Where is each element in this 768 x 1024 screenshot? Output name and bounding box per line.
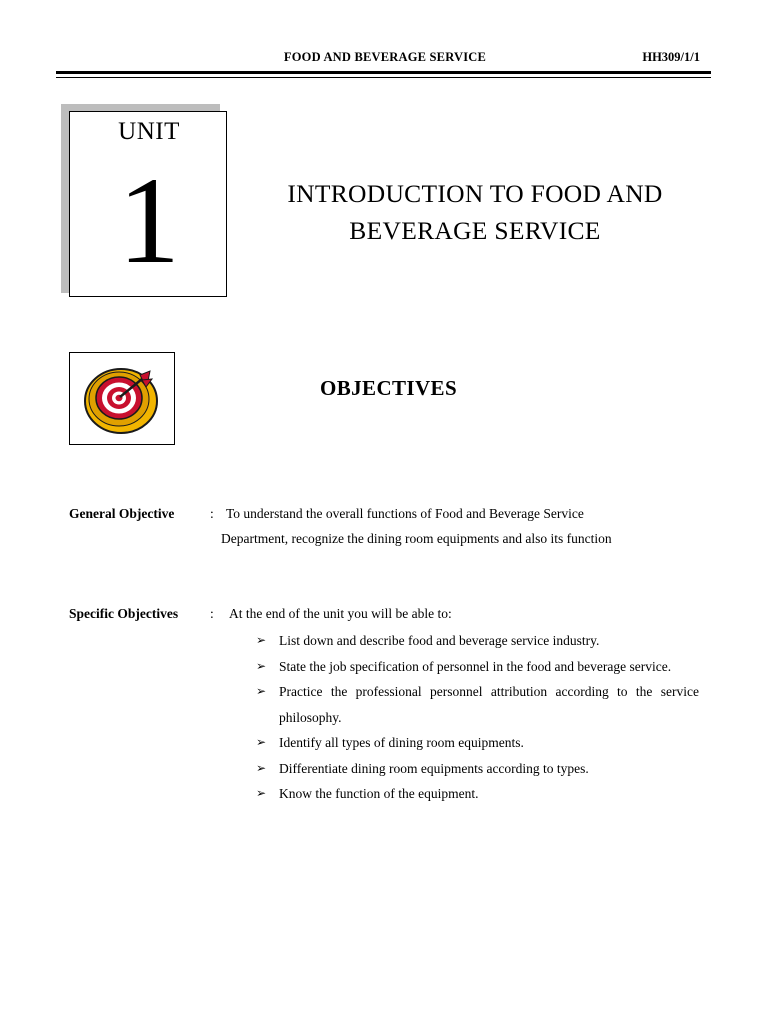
chapter-title-line1: INTRODUCTION TO FOOD AND xyxy=(287,179,663,208)
list-item-text: Identify all types of dining room equipments. xyxy=(279,735,524,750)
general-objective-line2: Department, recognize the dining room equipments and also its function xyxy=(221,531,612,546)
unit-number: 1 xyxy=(118,152,180,289)
arrow-bullet-icon: ➢ xyxy=(256,735,267,749)
list-item xyxy=(256,679,699,730)
list-item xyxy=(256,781,699,807)
objectives-heading: OBJECTIVES xyxy=(320,376,458,400)
header-rule-thick xyxy=(56,71,711,74)
target-dart-icon xyxy=(82,361,164,437)
document-code: HH309/1/1 xyxy=(642,50,700,64)
arrow-bullet-icon: ➢ xyxy=(256,684,267,698)
header-rule-thin xyxy=(56,77,711,78)
list-item xyxy=(256,756,699,782)
objectives-icon-box xyxy=(69,352,175,445)
list-item xyxy=(256,730,699,756)
general-objective-colon: : xyxy=(210,506,214,521)
unit-box xyxy=(69,111,227,297)
general-objective-line1: To understand the overall functions of Food and Beverage Service xyxy=(226,506,584,521)
list-item-text: Know the function of the equipment. xyxy=(279,786,479,801)
specific-objectives-colon: : xyxy=(210,606,214,621)
list-item-text: State the job specification of personnel in the food and beverage service. xyxy=(279,658,672,674)
header-title: FOOD AND BEVERAGE SERVICE xyxy=(283,50,487,64)
arrow-bullet-icon: ➢ xyxy=(256,658,267,673)
list-item-text: List down and describe food and beverage service industry. xyxy=(279,633,600,648)
chapter-title-line2: BEVERAGE SERVICE xyxy=(349,216,601,245)
arrow-bullet-icon: ➢ xyxy=(256,633,267,647)
arrow-bullet-icon: ➢ xyxy=(256,786,267,800)
specific-objectives-label: Specific Objectives xyxy=(69,606,179,621)
arrow-bullet-icon: ➢ xyxy=(256,760,267,775)
list-item-text: Practice the professional personnel attribution according to the service philosophy. xyxy=(279,684,699,725)
list-item xyxy=(256,654,699,680)
general-objective-label: General Objective xyxy=(69,506,175,521)
list-item-text: Differentiate dining room equipments according to types. xyxy=(279,760,589,776)
specific-objectives-intro: At the end of the unit you will be able to: xyxy=(229,606,452,621)
unit-label: UNIT xyxy=(118,118,180,145)
list-item xyxy=(256,628,699,654)
chapter-title xyxy=(240,175,710,249)
specific-objectives-list xyxy=(256,628,699,807)
